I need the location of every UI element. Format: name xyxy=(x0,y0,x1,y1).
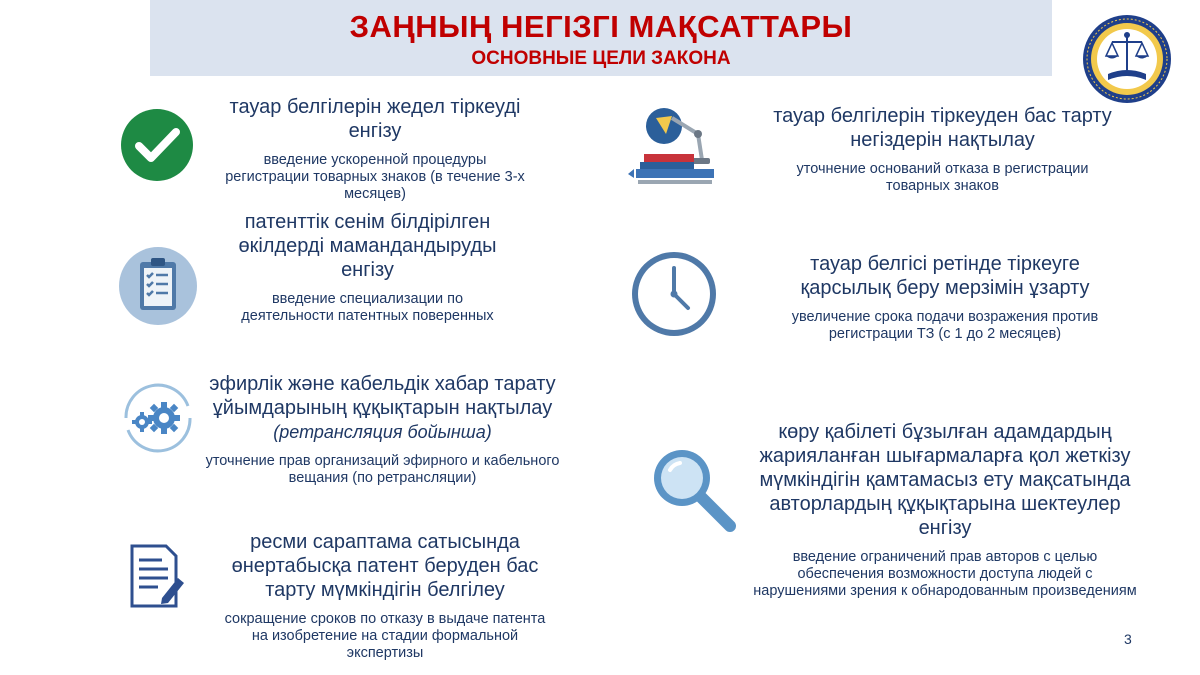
title-band xyxy=(150,0,1052,76)
goal-kz-text: ресми сараптама сатысында өнертабысқа патент беруден бас тарту мүмкіндігін белгілеу xyxy=(231,531,539,601)
goal-kz-note: (ретрансляция бойынша) xyxy=(273,422,492,442)
desk-lamp-books-icon xyxy=(628,100,720,190)
goal-item-6 xyxy=(765,252,1125,343)
clipboard-checklist-icon xyxy=(118,246,198,326)
goal-ru-text: введение ускоренной процедуры регистрации товарных знаков (в течение 3-х месяцев) xyxy=(225,152,525,202)
gears-icon xyxy=(118,378,198,458)
goal-ru-text: уточнение прав организаций эфирного и кабельного вещания (по ретрансляции) xyxy=(205,453,560,486)
goal-ru-text: сокращение сроков по отказу в выдаче патента на изобретение на стадии формальной экспертизы xyxy=(224,611,546,661)
goal-kz-text: тауар белгісі ретінде тіркеуге қарсылық беру мерзімін ұзарту xyxy=(800,253,1090,299)
goal-kz-text: көру қабілеті бұзылған адамдардың жарияланған шығармаларға қол жеткізу мүмкіндігін қамтамасыз ету мақсатында авторлардың құқықтарына шектеулер енгізу xyxy=(759,421,1131,539)
goal-ru-text: введение специализации по деятельности патентных поверенных xyxy=(241,291,494,324)
goal-kz-text: тауар белгілерін тіркеуден бас тарту негіздерін нақтылау xyxy=(773,105,1112,151)
goal-kz-text xyxy=(205,372,560,444)
goal-item-4 xyxy=(220,530,550,662)
goal-ru-text: уточнение оснований отказа в регистрации товарных знаков xyxy=(796,161,1089,194)
page-subtitle: ОСНОВНЫЕ ЦЕЛИ ЗАКОНА xyxy=(471,48,731,69)
goal-kz-main: эфирлік және кабельдік хабар тарату ұйымдарының құқықтарын нақтылау xyxy=(209,373,556,419)
page-number: 3 xyxy=(1124,631,1132,647)
goal-ru-text: увеличение срока подачи возражения против регистрации ТЗ (с 1 до 2 месяцев) xyxy=(791,309,1099,342)
document-edit-icon xyxy=(128,542,186,610)
goal-kz-text: тауар белгілерін жедел тіркеуді енгізу xyxy=(229,96,521,142)
page-title: ЗАҢНЫҢ НЕГІЗГІ МАҚСАТТАРЫ xyxy=(349,9,853,44)
clock-icon xyxy=(630,250,718,338)
goal-item-1 xyxy=(225,95,525,203)
goal-kz-text: патенттік сенім білдірілген өкілдерді мамандандыруды енгізу xyxy=(238,211,497,281)
goal-item-5 xyxy=(765,104,1120,195)
ministry-emblem-icon xyxy=(1082,14,1172,104)
checkmark-icon xyxy=(120,108,194,182)
goal-item-3 xyxy=(205,372,560,487)
goal-item-2 xyxy=(225,210,510,325)
goal-ru-text: введение ограничений прав авторов с целью обеспечения возможности доступа людей с нарушениями зрения к обнародованным произведениям xyxy=(753,549,1137,599)
goal-item-7 xyxy=(750,420,1140,600)
magnifier-icon xyxy=(648,448,740,534)
